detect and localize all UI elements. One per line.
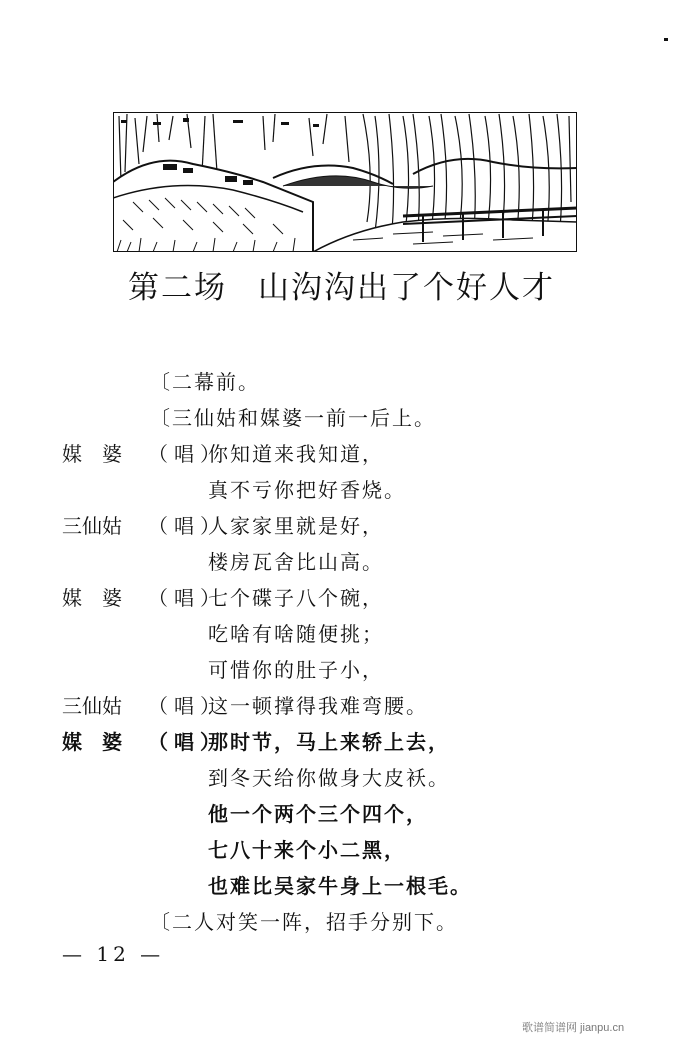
sung-line bbox=[0, 688, 690, 724]
lyric-text: 他一个两个三个四个， bbox=[208, 802, 428, 826]
lyric-text: 人家家里就是好， bbox=[208, 514, 384, 538]
lyric-text: 楼房瓦舍比山高。 bbox=[208, 550, 384, 574]
stage-direction-text: 〔二人对笑一阵，招手分别下。 bbox=[150, 910, 458, 934]
lyric-text: 七个碟子八个碗， bbox=[208, 586, 384, 610]
speaker-name: 三仙姑 bbox=[62, 694, 122, 718]
stage-direction-text: 〔二幕前。 bbox=[150, 370, 260, 394]
lyric-continuation bbox=[0, 616, 690, 652]
lyric-continuation bbox=[0, 472, 690, 508]
singing-cue: （唱） bbox=[148, 730, 226, 754]
lyric-continuation bbox=[0, 868, 690, 904]
scene-number: 第二场 bbox=[128, 270, 227, 306]
sung-line bbox=[0, 724, 690, 760]
stage-direction bbox=[0, 904, 690, 940]
singing-cue: （唱） bbox=[148, 586, 226, 610]
lyric-continuation bbox=[0, 760, 690, 796]
sung-line bbox=[0, 436, 690, 472]
lyric-text: 可惜你的肚子小， bbox=[208, 658, 384, 682]
corner-mark bbox=[664, 38, 668, 41]
stage-direction-text: 〔三仙姑和媒婆一前一后上。 bbox=[150, 406, 436, 430]
watermark: 歌谱简谱网 jianpu.cn bbox=[522, 1022, 625, 1034]
lyric-continuation bbox=[0, 544, 690, 580]
lyric-continuation bbox=[0, 652, 690, 688]
speaker-name: 三仙姑 bbox=[62, 514, 122, 538]
singing-cue: （唱） bbox=[148, 442, 226, 466]
landscape-woodcut-icon bbox=[113, 112, 577, 252]
speaker-name: 媒婆 bbox=[62, 730, 142, 754]
stage-direction bbox=[0, 364, 690, 400]
script-body bbox=[0, 364, 690, 940]
lyric-text: 七八十来个小二黑， bbox=[208, 838, 406, 862]
lyric-text: 真不亏你把好香烧。 bbox=[208, 478, 406, 502]
sung-line bbox=[0, 580, 690, 616]
speaker-name: 媒婆 bbox=[62, 442, 142, 466]
singing-cue: （唱） bbox=[148, 694, 226, 718]
lyric-continuation bbox=[0, 796, 690, 832]
singing-cue: （唱） bbox=[148, 514, 226, 538]
page-number: — 12 — bbox=[62, 942, 165, 966]
sung-line bbox=[0, 508, 690, 544]
speaker-name: 媒婆 bbox=[62, 586, 142, 610]
lyric-text: 那时节，马上来轿上去， bbox=[208, 730, 450, 754]
stage-direction bbox=[0, 400, 690, 436]
scene-name: 山沟沟出了个好人才 bbox=[258, 270, 555, 306]
lyric-continuation bbox=[0, 832, 690, 868]
lyric-text: 到冬天给你做身大皮袄。 bbox=[208, 766, 450, 790]
lyric-text: 这一顿撑得我难弯腰。 bbox=[208, 694, 428, 718]
lyric-text: 你知道来我知道， bbox=[208, 442, 384, 466]
lyric-text: 也难比吴家牛身上一根毛。 bbox=[208, 874, 472, 898]
lyric-text: 吃啥有啥随便挑； bbox=[208, 622, 384, 646]
